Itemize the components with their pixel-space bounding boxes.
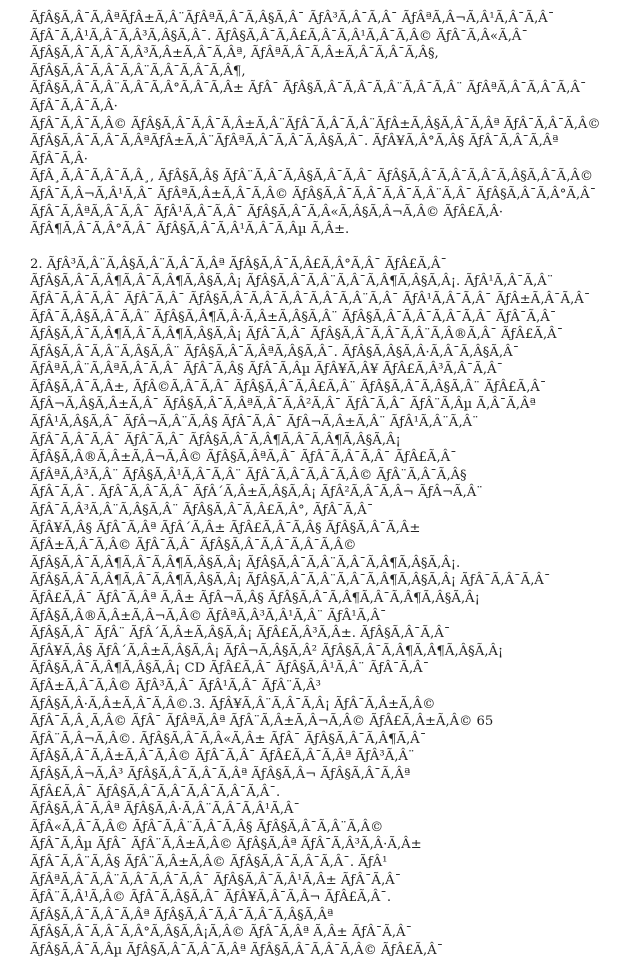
paragraph-1: ÃƒÂ§Ã‚Â¯Ã‚ÂªÃƒÂ±Ã‚Â¨ÃƒÂªÃ‚Â¯Ã‚Â§Ã‚Â¯ ÃƒÂ³Ã‚Â¯Ã‚Â¯ ÃƒÂªÃ‚Â¬Ã‚Â¹Ã‚Â¯Ã‚Â¯ ÃƒÂ¯Ã‚Â¹Ã‚Â¯Ã‚Â³Ã‚Â§Ã‚Â¯. ÃƒÂ§Ã‚Â¯Ã‚Â£Ã‚Â¯Ã‚Â¹Ã‚Â¯Ã‚Â© ÃƒÂ¯Ã‚Â«Ã‚Â¯ ÃƒÂ§Ã‚Â¯Ã‚Â¯Ã‚Â³Ã‚Â±Ã‚Â¯Ã‚Âª, ÃƒÂªÃ‚Â¯Ã‚Â±Ã‚Â¯Ã‚Â¯Ã‚Â§, ÃƒÂ§Ã‚Â¯Ã‚Â¯Ã‚Â¨Ã‚Â¯Ã‚Â¯Ã‚Â¶, ÃƒÂ§Ã‚Â¯Ã‚Â¨Ã‚Â¯Ã‚Â°Ã‚Â¯Ã‚Â± ÃƒÂ¯ ÃƒÂ§Ã‚Â¯Ã‚Â¯Ã‚Â¨Ã‚Â¯Ã‚Â¨ ÃƒÂªÃ‚Â¯Ã‚Â¯Ã‚Â¯ ÃƒÂ¯Ã‚Â¯Ã‚Â· ÃƒÂ¯Ã‚Â¯Ã‚Â© ÃƒÂ§Ã‚Â¯Ã‚Â¯Ã‚Â±Ã‚Â¨ÃƒÂ¯Ã‚Â¯Ã‚Â¨ÃƒÂ±Ã‚Â§Ã‚Â¯Ã‚Âª ÃƒÂ¯Ã‚Â¯Ã‚Â© ÃƒÂ§Ã‚Â¯Ã‚Â¯Ã‚ÂªÃƒÂ±Ã‚Â¨ÃƒÂªÃ‚Â¯Ã‚Â¯Ã‚Â§Ã‚Â¯. ÃƒÂ¥Ã‚Â°Ã‚Â§ ÃƒÂ¯Ã‚Â¯Ã‚Âª ÃƒÂ¯Ã‚Â· ÃƒÂ¸Ã‚Â¯Ã‚Â¯Ã‚Â¸, ÃƒÂ§Ã‚Â§ ÃƒÂ¨Ã‚Â¯Ã‚Â§Ã‚Â¯Ã‚Â¯ ÃƒÂ§Ã‚Â¯Ã‚Â¯Ã‚Â¯Ã‚Â§Ã‚Â¯Ã‚Â© ÃƒÂ¯Ã‚Â¬Ã‚Â¹Ã‚Â¯ ÃƒÂªÃ‚Â±Ã‚Â¯Ã‚Â© ÃƒÂ§Ã‚Â¯Ã‚Â¯Ã‚Â¯Ã‚Â¨Ã‚Â¯ ÃƒÂ§Ã‚Â¯Ã‚Â°Ã‚Â¯ ÃƒÂ¯Ã‚ÂªÃ‚Â¯Ã‚Â¯ ÃƒÂ¹Ã‚Â¯Ã‚Â¯ ÃƒÂ§Ã‚Â¯Ã‚Â«Ã‚Â§Ã‚Â¬Ã‚Â© ÃƒÂ£Ã‚Â· ÃƒÂ¶Ã‚Â¯Ã‚Â°Ã‚Â¯ ÃƒÂ§Ã‚Â¯Ã‚Â¹Ã‚Â¯Ã‚Âµ Ã‚Â±. <box>30 11 601 238</box>
paragraph-spacer <box>30 239 620 256</box>
paragraph-2: 2. ÃƒÂ³Ã‚Â¨Ã‚Â§Ã‚Â¨Ã‚Â¯Ã‚Âª ÃƒÂ§Ã‚Â¯Ã‚Â£Ã‚Â°Ã‚Â¯ ÃƒÂ£Ã‚Â¯ ÃƒÂ§Ã‚Â¯Ã‚Â¶Ã‚Â¯Ã‚Â¶Ã‚Â§Ã‚Â¡ ÃƒÂ§Ã‚Â¯Ã‚Â¨Ã‚Â¯Ã‚Â¶Ã‚Â§Ã‚Â¡. ÃƒÂ¹Ã‚Â¯Ã‚Â¨ ÃƒÂ¯Ã‚Â¯Ã‚Â¯ ÃƒÂ¯Ã‚Â¯ ÃƒÂ§Ã‚Â¯Ã‚Â¯Ã‚Â¯Ã‚Â¯Ã‚Â¨Ã‚Â¯ ÃƒÂ¹Ã‚Â¯Ã‚Â¯ ÃƒÂ±Ã‚Â¯Ã‚Â¯ ÃƒÂ¯Ã‚Â§Ã‚Â¯Ã‚Â¨ ÃƒÂ§Ã‚Â¶Ã‚Â·Ã‚Â±Ã‚Â§Ã‚Â¨ ÃƒÂ§Ã‚Â¯Ã‚Â¯Ã‚Â¯Ã‚Â¯ ÃƒÂ¯Ã‚Â¯ ÃƒÂ§Ã‚Â¯Ã‚Â¶Ã‚Â¯Ã‚Â¶Ã‚Â§Ã‚Â¡ ÃƒÂ¯Ã‚Â¯ ÃƒÂ§Ã‚Â¯Ã‚Â¯Ã‚Â¨Ã‚Â®Ã‚Â¯ ÃƒÂ£Ã‚Â¯ ÃƒÂ§Ã‚Â¯Ã‚Â¨Ã‚Â§Ã‚Â¨ ÃƒÂ§Ã‚Â¯Ã‚ÂªÃ‚Â§Ã‚Â¯. ÃƒÂ§Ã‚Â§Ã‚Â·Ã‚Â¯Ã‚Â§Ã‚Â¯ ÃƒÂªÃ‚Â¨Ã‚ÂªÃ‚Â¯Ã‚Â¯ ÃƒÂ¯Ã‚Â§ ÃƒÂ¯Ã‚Âµ ÃƒÂ¥Ã‚Â¥ ÃƒÂ£Ã‚Â³Ã‚Â¯Ã‚Â¯ ÃƒÂ§Ã‚Â¯Ã‚Â±, ÃƒÂ©Ã‚Â¯Ã‚Â¯ ÃƒÂ§Ã‚Â¯Ã‚Â£Ã‚Â¨ ÃƒÂ§Ã‚Â¯Ã‚Â§Ã‚Â¨ ÃƒÂ£Ã‚Â¯ ÃƒÂ¬Ã‚Â§Ã‚Â±Ã‚Â¯ ÃƒÂ§Ã‚Â¯Ã‚ÂªÃ‚Â¯Ã‚Â²Ã‚Â¯ ÃƒÂ¯Ã‚Â¯ ÃƒÂ¨Ã‚Âµ Ã‚Â¯Ã‚Âª ÃƒÂ¹Ã‚Â§Ã‚Â¯ ÃƒÂ¬Ã‚Â¨Ã‚Â§ ÃƒÂ¯Ã‚Â¯ ÃƒÂ¬Ã‚Â±Ã‚Â¨ ÃƒÂ¹Ã‚Â¨Ã‚Â¨ ÃƒÂ¯Ã‚Â¯Ã‚Â¯ ÃƒÂ¯Ã‚Â¯ ÃƒÂ§Ã‚Â¯Ã‚Â¶Ã‚Â¯Ã‚Â¶Ã‚Â§Ã‚Â¡ ÃƒÂ§Ã‚Â®Ã‚Â±Ã‚Â¬Ã‚Â© ÃƒÂ§Ã‚ÂªÃ‚Â¯ ÃƒÂ¯Ã‚Â¯Ã‚Â¯ ÃƒÂ£Ã‚Â¯ ÃƒÂªÃ‚Â³Ã‚Â¨ ÃƒÂ§Ã‚Â¹Ã‚Â¯Ã‚Â¨ ÃƒÂ¯Ã‚Â¯Ã‚Â¯Ã‚Â© ÃƒÂ¨Ã‚Â¯Ã‚Â§ ÃƒÂ¯Ã‚Â¯. ÃƒÂ¯Ã‚Â¯Ã‚Â¯ ÃƒÂ´Ã‚Â±Ã‚Â§Ã‚Â¡ ÃƒÂ²Ã‚Â¯Ã‚Â¬ ÃƒÂ¬Ã‚Â¨ ÃƒÂ¯Ã‚Â³Ã‚Â¨Ã‚Â§Ã‚Â¨ ÃƒÂ§Ã‚Â¯Ã‚Â£Ã‚Â°, ÃƒÂ¯Ã‚Â¯ ÃƒÂ¥Ã‚Â§ ÃƒÂ¯Ã‚Âª ÃƒÂ´Ã‚Â± ÃƒÂ£Ã‚Â¯Ã‚Â§ ÃƒÂ§Ã‚Â¯Ã‚Â± ÃƒÂ±Ã‚Â¯Ã‚Â© ÃƒÂ¯Ã‚Â¯ ÃƒÂ§Ã‚Â¯Ã‚Â¯Ã‚Â¯Ã‚Â© ÃƒÂ§Ã‚Â¯Ã‚Â¶Ã‚Â¯Ã‚Â¶Ã‚Â§Ã‚Â¡ ÃƒÂ§Ã‚Â¯Ã‚Â¨Ã‚Â¯Ã‚Â¶Ã‚Â§Ã‚Â¡. ÃƒÂ§Ã‚Â¯Ã‚Â¶Ã‚Â¯Ã‚Â¶Ã‚Â§Ã‚Â¡ ÃƒÂ§Ã‚Â¯Ã‚Â¨Ã‚Â¯Ã‚Â¶Ã‚Â§Ã‚Â¡ ÃƒÂ¯Ã‚Â¯Ã‚Â¯ ÃƒÂ£Ã‚Â¯ ÃƒÂ¯Ã‚Âª Ã‚Â± ÃƒÂ¬Ã‚Â§ ÃƒÂ§Ã‚Â¯Ã‚Â¶Ã‚Â¯Ã‚Â¶Ã‚Â§Ã‚Â¡ ÃƒÂ§Ã‚Â®Ã‚Â±Ã‚Â¬Ã‚Â© ÃƒÂªÃ‚Â³Ã‚Â¹Ã‚Â¨ ÃƒÂ¹Ã‚Â¯ ÃƒÂ§Ã‚Â¯ ÃƒÂ¨ ÃƒÂ´Ã‚Â±Ã‚Â§Ã‚Â¡ ÃƒÂ£Ã‚Â³Ã‚Â±. ÃƒÂ§Ã‚Â¯Ã‚Â¯ ÃƒÂ¥Ã‚Â§ ÃƒÂ´Ã‚Â±Ã‚Â§Ã‚Â¡ ÃƒÂ¬Ã‚Â§Ã‚Â² ÃƒÂ§Ã‚Â¯Ã‚Â¶Ã‚Â¶Ã‚Â§Ã‚Â¡ ÃƒÂ§Ã‚Â¯Ã‚Â¶Ã‚Â§Ã‚Â¡ CD ÃƒÂ£Ã‚Â¯ ÃƒÂ§Ã‚Â¹Ã‚Â¨ ÃƒÂ¯Ã‚Â¯ ÃƒÂ±Ã‚Â¯Ã‚Â© ÃƒÂ³Ã‚Â¯ ÃƒÂ¹Ã‚Â¯ ÃƒÂ¨Ã‚Â³ ÃƒÂ§Ã‚Â·Ã‚Â±Ã‚Â¯Ã‚Â©.3. ÃƒÂ¥Ã‚Â¨Ã‚Â¯Ã‚Â¡ ÃƒÂ¯Ã‚Â±Ã‚Â© ÃƒÂ¯Ã‚Â¸Ã‚Â© ÃƒÂ¯ ÃƒÂªÃ‚Âª ÃƒÂ¨Ã‚Â±Ã‚Â¬Ã‚Â© ÃƒÂ£Ã‚Â±Ã‚Â© 65 ÃƒÂ¨Ã‚Â¬Ã‚Â©. ÃƒÂ§Ã‚Â¯Ã‚Â«Ã‚Â± ÃƒÂ¯ ÃƒÂ§Ã‚Â¯Ã‚Â¶Ã‚Â¯ ÃƒÂ§Ã‚Â¯Ã‚Â±Ã‚Â¯Ã‚Â© ÃƒÂ¯Ã‚Â¯ ÃƒÂ£Ã‚Â¯Ã‚Âª ÃƒÂ³Ã‚Â¨ ÃƒÂ§Ã‚Â¬Ã‚Â³ ÃƒÂ§Ã‚Â¯Ã‚Â¯Ã‚Âª ÃƒÂ§Ã‚Â¬ ÃƒÂ§Ã‚Â¯Ã‚Âª ÃƒÂ£Ã‚Â¯ ÃƒÂ§Ã‚Â¯Ã‚Â¯Ã‚Â¯Ã‚Â¯Ã‚Â¯. ÃƒÂ§Ã‚Â¯Ã‚Âª ÃƒÂ§Ã‚Â·Ã‚Â¨Ã‚Â¯Ã‚Â¹Ã‚Â¯ ÃƒÂ«Ã‚Â¯Ã‚Â© ÃƒÂ¯Ã‚Â¨Ã‚Â¯Ã‚Â§ ÃƒÂ§Ã‚Â¯Ã‚Â¨Ã‚Â© ÃƒÂ¯Ã‚Âµ ÃƒÂ¯ ÃƒÂ¨Ã‚Â±Ã‚Â© ÃƒÂ§Ã‚Âª ÃƒÂ¯Ã‚Â³Ã‚Â·Ã‚Â± ÃƒÂ¯Ã‚Â¨Ã‚Â§ ÃƒÂ¨Ã‚Â±Ã‚Â© ÃƒÂ§Ã‚Â¯Ã‚Â¯Ã‚Â¯. ÃƒÂ¹ ÃƒÂªÃ‚Â¯Ã‚Â¨Ã‚Â¯Ã‚Â¯Ã‚Â¯ ÃƒÂ§Ã‚Â¯Ã‚Â¹Ã‚Â± ÃƒÂ¯Ã‚Â¯ ÃƒÂ¨Ã‚Â¹Ã‚Â© ÃƒÂ¯Ã‚Â§Ã‚Â¯ ÃƒÂ¥Ã‚Â¯Ã‚Â¬ ÃƒÂ£Ã‚Â¯. ÃƒÂ§Ã‚Â¯Ã‚Â¯Ã‚Âª ÃƒÂ§Ã‚Â¯Ã‚Â¯Ã‚Â¯Ã‚Â§Ã‚Âª ÃƒÂ§Ã‚Â¯Ã‚Â¯Ã‚Â°Ã‚Â§Ã‚Â¡Ã‚Â© ÃƒÂ¯Ã‚Âª Ã‚Â± ÃƒÂ¯Ã‚Â¯ ÃƒÂ§Ã‚Â¯Ã‚Âµ ÃƒÂ§Ã‚Â¯Ã‚Â¯Ã‚Âª ÃƒÂ§Ã‚Â¯Ã‚Â¯Ã‚Â© ÃƒÂ£Ã‚Â¯ <box>30 256 591 958</box>
document-body <box>30 10 620 959</box>
